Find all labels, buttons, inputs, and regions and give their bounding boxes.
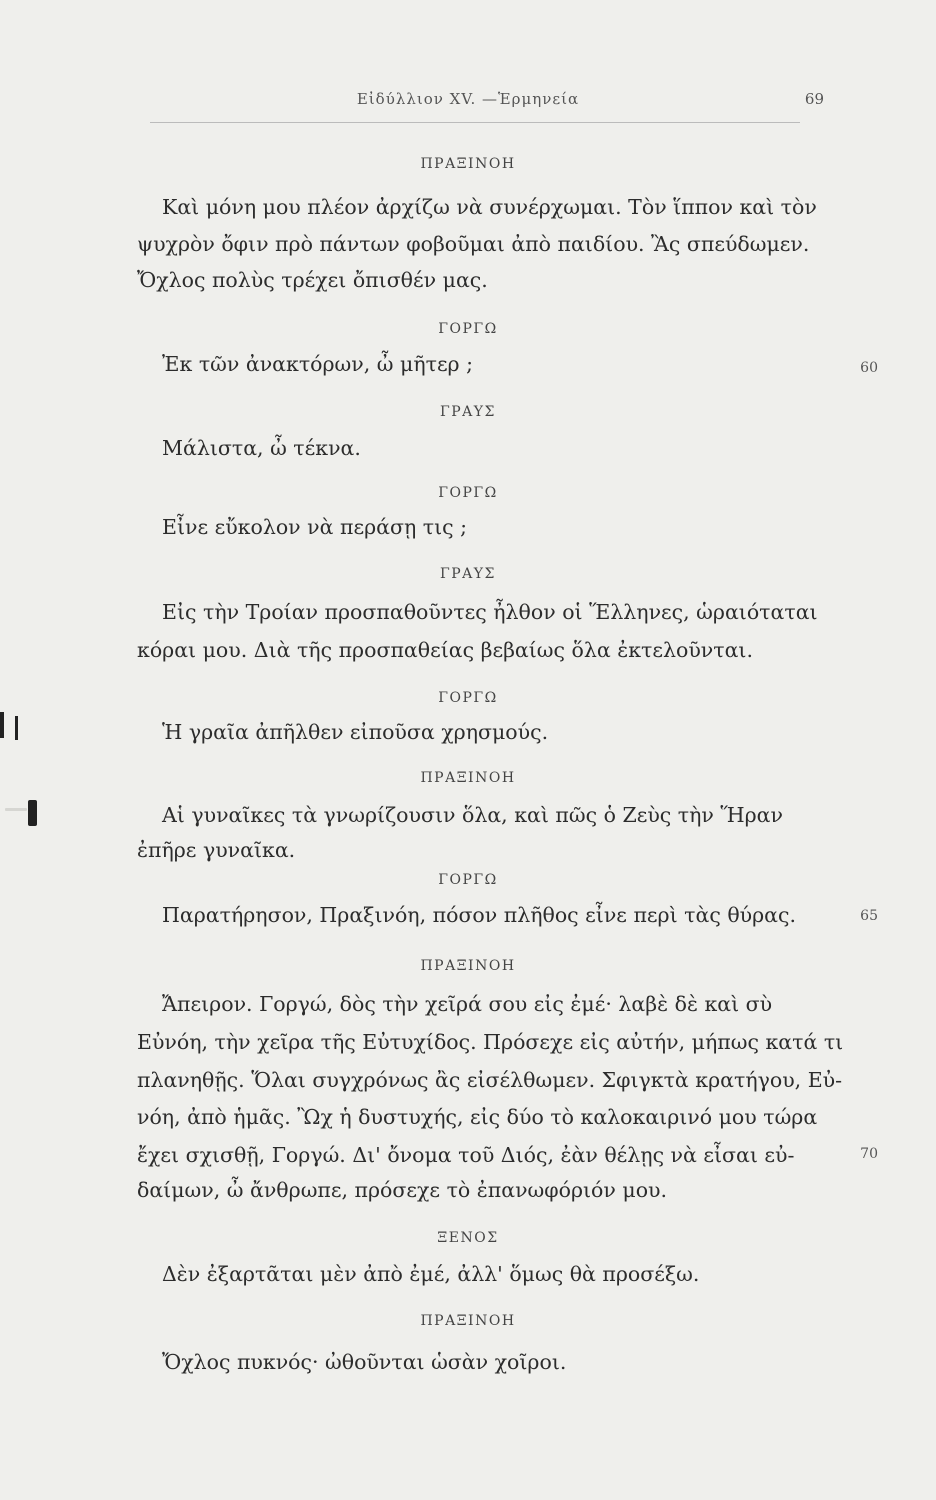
binding-mark	[28, 800, 37, 826]
text-line: Εἶνε εὔκολον νὰ περάσῃ τις ;	[162, 515, 468, 539]
text-line: Παρατήρησον, Πραξινόη, πόσον πλῆθος εἶνε περὶ τὰς θύρας.	[162, 903, 797, 927]
text-line: Μάλιστα, ὦ τέκνα.	[162, 436, 361, 460]
text-line: ἔχει σχισθῇ, Γοργώ. Δι' ὄνομα τοῦ Διός, ἐὰν θέλῃς νὰ εἶσαι εὐ-	[137, 1143, 795, 1167]
verse-line-number: 65	[860, 908, 878, 924]
page-number: 69	[804, 90, 824, 108]
verse-line-number: 60	[860, 360, 878, 376]
speaker-name: ΓΟΡΓΩ	[438, 690, 498, 706]
text-line: Αἱ γυναῖκες τὰ γνωρίζουσιν ὅλα, καὶ πῶς ὁ Ζεὺς τὴν Ἥραν	[162, 803, 783, 827]
text-line: ψυχρὸν ὄφιν πρὸ πάντων φοβοῦμαι ἀπὸ παιδίου. Ἂς σπεύδωμεν.	[137, 232, 810, 256]
speaker-name: ΠΡΑΞΙΝΟΗ	[420, 1313, 516, 1329]
speaker-name: ΠΡΑΞΙΝΟΗ	[420, 958, 516, 974]
text-line: Καὶ μόνη μου πλέον ἀρχίζω νὰ συνέρχωμαι. Τὸν ἵππον καὶ τὸν	[162, 195, 817, 219]
text-line: Εὐνόη, τὴν χεῖρα τῆς Εὐτυχίδος. Πρόσεχε εἰς αὐτήν, μήπως κατά τι	[137, 1030, 844, 1054]
binding-mark	[5, 808, 27, 811]
text-line: Ὄχλος πολὺς τρέχει ὄπισθέν μας.	[137, 268, 488, 292]
speaker-name: ΓΡΑΥΣ	[440, 566, 496, 582]
text-line: Ὄχλος πυκνός· ὠθοῦνται ὡσὰν χοῖροι.	[162, 1350, 567, 1374]
text-line: Ἄπειρον. Γοργώ, δὸς τὴν χεῖρά σου εἰς ἐμέ· λαβὲ δὲ καὶ σὺ	[162, 992, 773, 1016]
text-line: πλανηθῇς. Ὅλαι συγχρόνως ἂς εἰσέλθωμεν. Σφιγκτὰ κρατήγου, Εὐ-	[137, 1068, 843, 1092]
text-line: Δὲν ἐξαρτᾶται μὲν ἀπὸ ἐμέ, ἀλλ' ὅμως θὰ προσέξω.	[162, 1262, 700, 1286]
binding-mark	[0, 712, 4, 738]
speaker-name: ΓΟΡΓΩ	[438, 485, 498, 501]
verse-line-number: 70	[860, 1146, 878, 1162]
binding-mark	[15, 716, 18, 740]
text-line: ἐπῆρε γυναῖκα.	[137, 838, 296, 862]
speaker-name: ΠΡΑΞΙΝΟΗ	[420, 770, 516, 786]
speaker-name: ΓΟΡΓΩ	[438, 872, 498, 888]
text-line: Ἡ γραῖα ἀπῆλθεν εἰποῦσα χρησμούς.	[162, 720, 549, 744]
text-line: δαίμων, ὦ ἄνθρωπε, πρόσεχε τὸ ἐπανωφόριόν μου.	[137, 1178, 668, 1202]
speaker-name: ΠΡΑΞΙΝΟΗ	[420, 156, 516, 172]
text-line: Ἐκ τῶν ἀνακτόρων, ὦ μῆτερ ;	[162, 352, 474, 376]
running-header-title: Εἰδύλλιον XV. —Ἑρμηνεία	[356, 90, 580, 108]
speaker-name: ΓΡΑΥΣ	[440, 404, 496, 420]
text-line: κόραι μου. Διὰ τῆς προσπαθείας βεβαίως ὅλα ἐκτελοῦνται.	[137, 638, 753, 662]
speaker-name: ΞΕΝΟΣ	[437, 1230, 499, 1246]
speaker-name: ΓΟΡΓΩ	[438, 321, 498, 337]
header-rule	[150, 122, 800, 123]
text-line: νόη, ἀπὸ ἡμᾶς. Ὢχ ἡ δυστυχής, εἰς δύο τὸ καλοκαιρινό μου τώρα	[137, 1105, 818, 1129]
text-line: Εἰς τὴν Τροίαν προσπαθοῦντες ἦλθον οἱ Ἕλληνες, ὡραιόταται	[162, 600, 818, 624]
